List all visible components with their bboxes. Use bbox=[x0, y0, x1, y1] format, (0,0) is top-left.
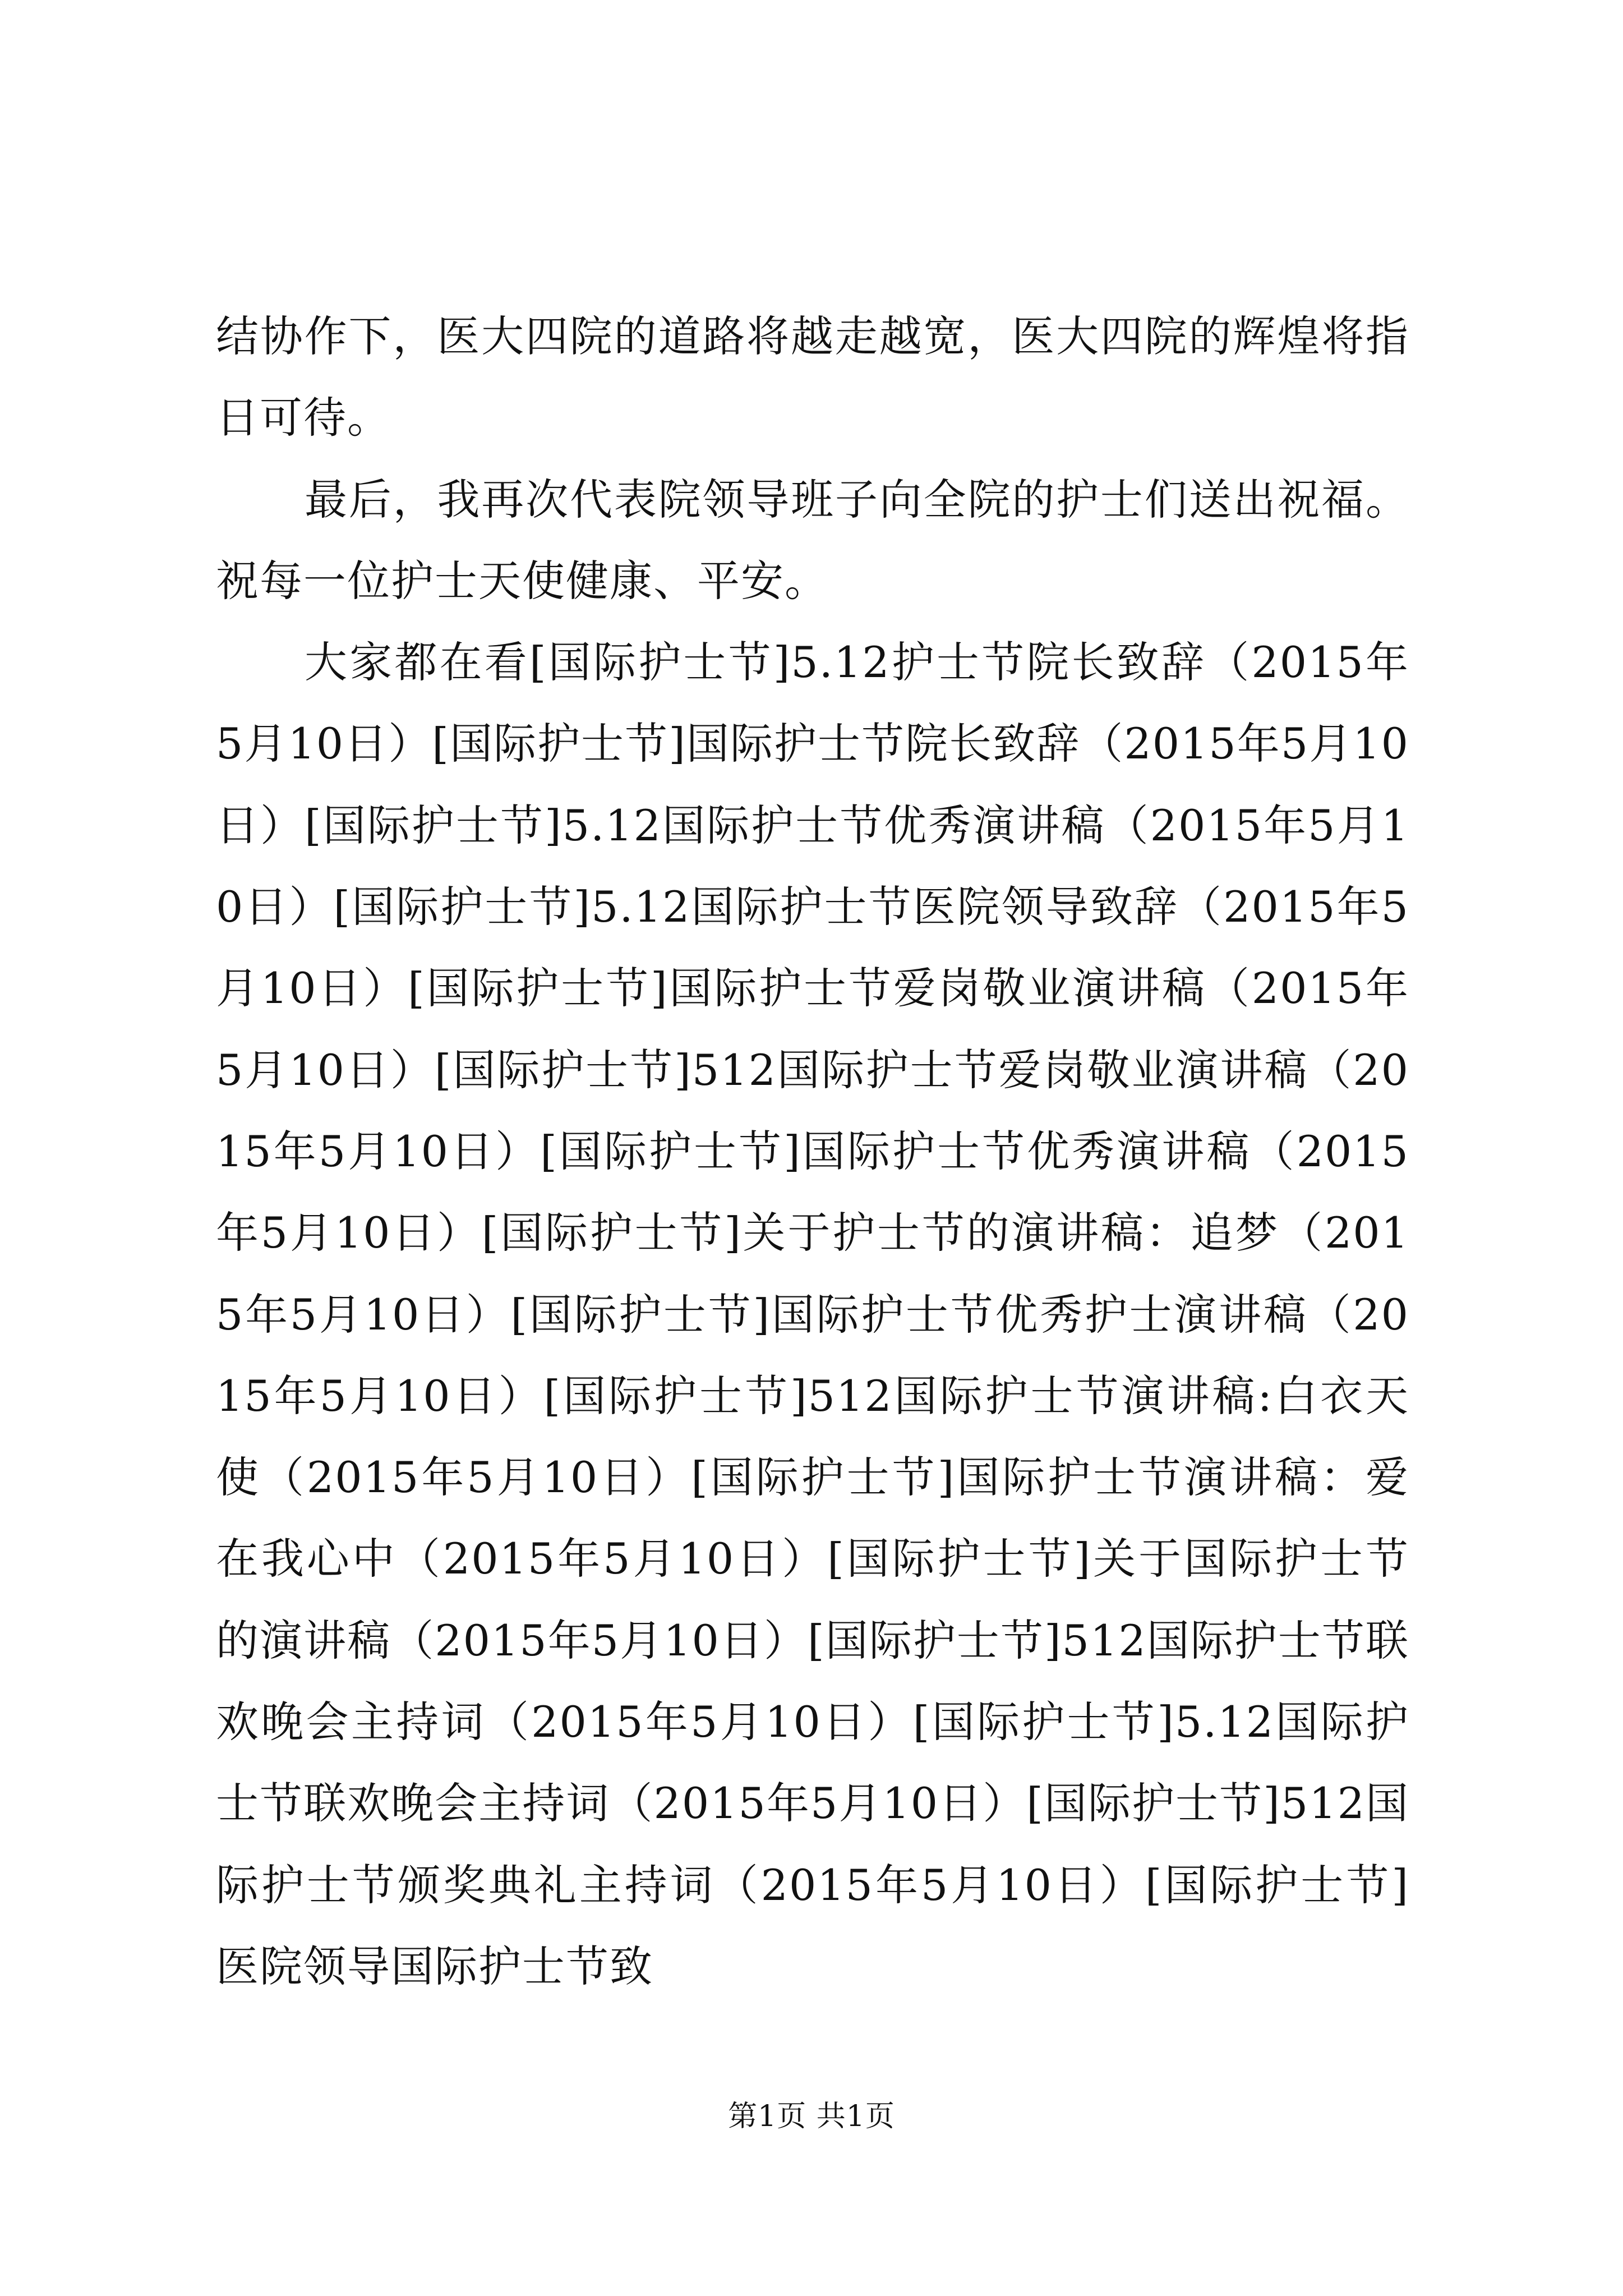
paragraph-continuation: 结协作下，医大四院的道路将越走越宽，医大四院的辉煌将指日可待。 bbox=[216, 311, 1409, 443]
page-footer: 第1页 共1页 bbox=[728, 2100, 895, 2133]
document-body bbox=[216, 296, 1409, 2007]
paragraph-closing-wishes: 最后，我再次代表院领导班子向全院的护士们送出祝福。祝每一位护士天使健康、平安。 bbox=[216, 474, 1409, 606]
paragraph-related-articles: 大家都在看[国际护士节]5.12护士节院长致辞（2015年5月10日）[国际护士节]国际护士节院长致辞（2015年5月10日）[国际护士节]5.12国际护士节优秀演讲稿（2015年5月10日）[国际护士节]5.12国际护士节医院领导致辞（2015年5月10日）[国际护士节]国际护士节爱岗敬业演讲稿（2015年5月10日）[国际护士节]512国际护士节爱岗敬业演讲稿（2015年5月10日）[国际护士节]国际护士节优秀演讲稿（2015年5月10日）[国际护士节]关于护士节的演讲稿：追梦（2015年5月10日）[国际护士节]国际护士节优秀护士演讲稿（2015年5月10日）[国际护士节]512国际护士节演讲稿:白衣天使（2015年5月10日）[国际护士节]国际护士节演讲稿：爱在我心中（2015年5月10日）[国际护士节]关于国际护士节的演讲稿（2015年5月10日）[国际护士节]512国际护士节联欢晚会主持词（2015年5月10日）[国际护士节]5.12国际护士节联欢晚会主持词（2015年5月10日）[国际护士节]512国际护士节颁奖典礼主持词（2015年5月10日）[国际护士节]医院领导国际护士节致 bbox=[216, 637, 1409, 1991]
